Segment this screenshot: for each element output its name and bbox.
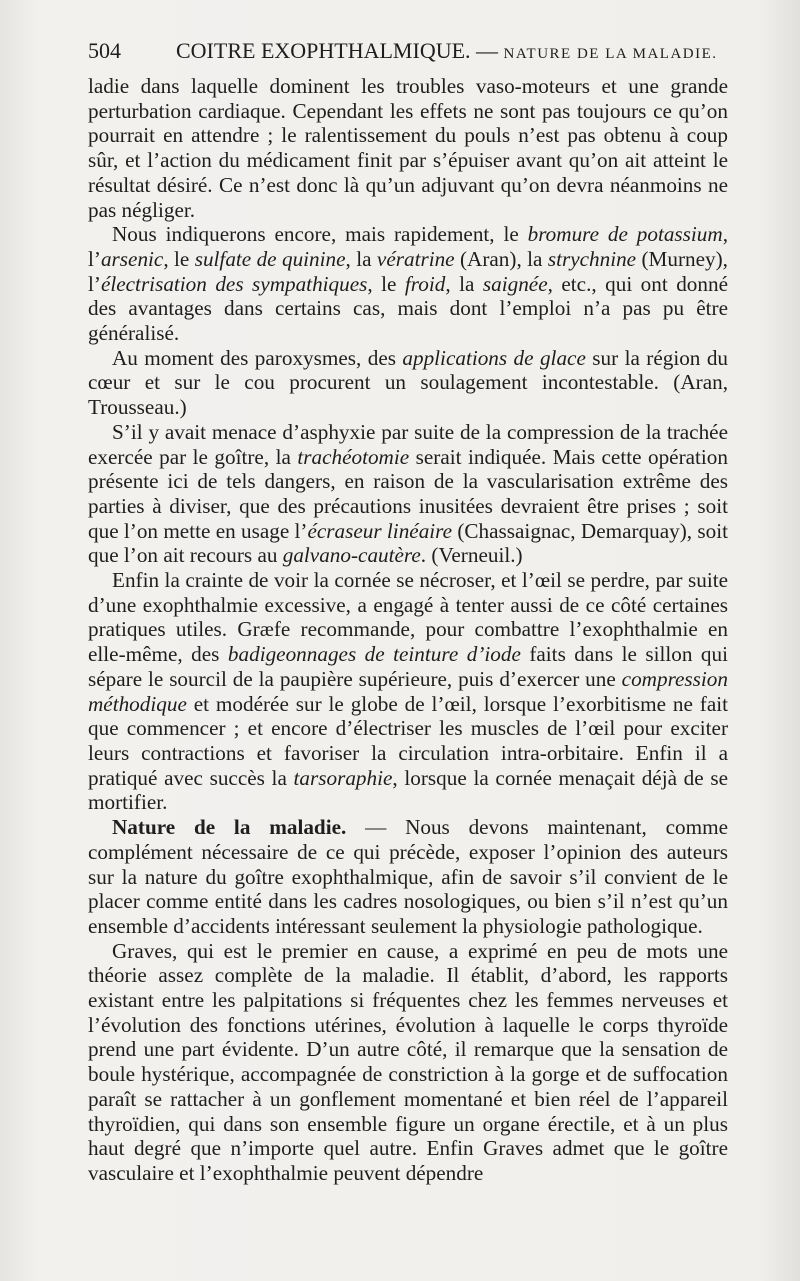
running-title [176,36,718,69]
italic-term: bromure de potassium [527,222,723,247]
running-title-section: NATURE DE LA MALADIE. [503,46,718,62]
text-run: Nous indiquerons encore, mais rapidement, le [112,222,528,247]
paragraph-4 [88,420,728,568]
text-run: , le [163,246,195,271]
text-run: (Chassaignac, Demarquay), soit que l’on ait recours au [88,518,729,568]
italic-term: trachéotomie [297,444,410,469]
text-run: , l’ [88,222,728,271]
text-run: faits dans le sillon qui sépare le sourcil de la paupière supérieure, puis d’exercer une [88,642,728,691]
text-run: , etc., qui ont donné des avantages dans certains cas, mais dont l’emploi n’a pas pu être généralisé. [88,271,728,346]
italic-term: écraseur linéaire [307,518,453,543]
running-title-main: COITRE EXOPHTHALMIQUE. — [176,38,499,63]
italic-term: arsenic [100,246,164,271]
text-run: , la [345,246,377,271]
text-run: Au moment des paroxysmes, des [112,345,403,370]
italic-term: tarsoraphie [293,765,393,790]
italic-term: galvano-cautère [282,543,421,568]
paragraph-5 [88,568,728,815]
text-run: S’il y avait menace d’asphyxie par suite de la compression de la trachée exercée par le goître, la [88,419,728,469]
italic-term: strychnine [547,246,637,271]
body-text [88,74,728,1186]
italic-term: badigeonnages de teinture d’iode [227,642,521,667]
running-header [88,36,728,66]
paragraph-6 [88,815,728,939]
text-run: (Aran), la [454,246,548,271]
text-run: , la [445,271,483,296]
page-number: 504 [88,38,121,63]
italic-term: applications de glace [402,345,586,370]
paragraph-1: ladie dans laquelle dominent les troubles vaso-moteurs et une grande perturbation cardiaque. Cependant les effets ne sont pas toujours ce qu’on pourrait en attendre ; le ralentissement du pouls n’est pas obtenu à coup sûr, et l’action du médicament finit par s’épuiser avant qu’on ait atteint le résultat désiré. Ce n’est donc là qu’un adjuvant qu’on devra néanmoins ne pas négliger. [88,74,728,222]
text-run: serait indiquée. Mais cette opération présente ici de tels dangers, en raison de la vascularisation extrême des parties à diviser, que des précautions inusitées devraient être prises ; soit que l’on mette en usage l’ [88,444,728,543]
text-run: (Murney), l’ [88,246,728,296]
text-run: Enfin la crainte de voir la cornée se nécroser, et l’œil se perdre, par suite d’une exophthalmie excessive, a engagé à tenter aussi de ce côté certaines pratiques utiles. Græfe recommande, pour combattre l’exophthalmie en elle-même, des [88,568,728,667]
text-run: , lorsque la cornée menaçait déjà de se mortifier. [88,765,728,815]
italic-term: électrisation des sympathiques [100,271,368,296]
paragraph-3 [88,346,728,420]
text-run: sur la région du cœur et sur le cou procurent un soulagement incontestable. (Aran, Trousseau.) [88,345,729,420]
italic-term: vératrine [376,246,455,271]
text-run: , le [367,271,405,296]
paragraph-2 [88,222,728,346]
text-run: — Nous devons maintenant, comme complément nécessaire de ce qui précède, exposer l’opinion des auteurs sur la nature du goître exophthalmique, afin de savoir s’il convient de le placer comme entité dans les cadres nosologiques, ou bien s’il n’est qu’un ensemble d’accidents intéressant seulement la physiologie pathologique. [88,815,728,938]
italic-term: compression méthodique [88,666,728,716]
section-heading: Nature de la maladie. [112,815,347,840]
paragraph-7: Graves, qui est le premier en cause, a exprimé en peu de mots une théorie assez complète de la maladie. Il établit, d’abord, les rapports existant entre les palpitations si fréquentes chez les femmes nerveuses et l’évolution des fonctions utérines, évolution à laquelle le corps thyroïde prend une part évidente. D’un autre côté, il remarque que la sensation de boule hystérique, accompagnée de constriction à la gorge et de suffocation paraît se rattacher à un gonflement momentané et bien réel de l’appareil thyroïdien, qui dans son ensemble figure un organe érectile, et à un plus haut degré que n’importe quel autre. Enfin Graves admet que le goître vasculaire et l’exophthalmie peuvent dépendre [88,938,728,1185]
text-run: . (Verneuil.) [420,543,523,568]
italic-term: froid [404,271,446,296]
text-run: et modérée sur le globe de l’œil, lorsque l’exorbitisme ne fait que commencer ; et encore d’électriser les muscles de l’œil pour exciter leurs contractions et favoriser la circulation intra-orbitaire. Enfin il a pratiqué avec succès la [88,691,728,790]
italic-term: saignée [482,271,548,296]
italic-term: sulfate de quinine [194,246,346,271]
